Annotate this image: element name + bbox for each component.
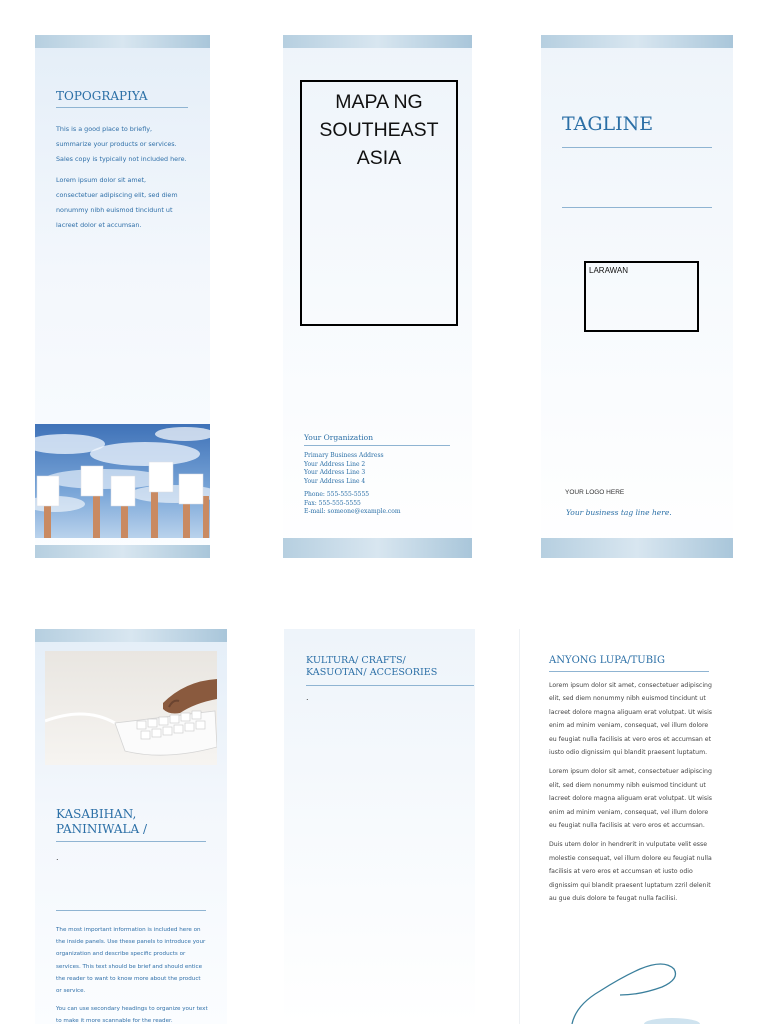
- address-line-2: Your Address Line 2: [304, 460, 366, 468]
- panel-top-band: [35, 629, 227, 642]
- map-label: MAPA NG SOUTHEAST ASIA: [319, 91, 439, 169]
- address-line-3: Your Address Line 3: [304, 469, 366, 476]
- kasabihan-body: [56, 924, 208, 1034]
- panel-bottom-band: [541, 538, 733, 558]
- kultura-heading-line-2: KASUOTAN/ ACCESORIES: [306, 666, 438, 678]
- kultura-rule: [306, 685, 474, 686]
- panel-tagline-cover: [541, 35, 733, 558]
- kasabihan-heading-line-1: KASABIHAN,: [56, 807, 137, 821]
- organization-rule: [304, 445, 450, 446]
- logo-placeholder: YOUR LOGO HERE: [565, 489, 625, 496]
- anyong-lupa-para-2: Lorem ipsum dolor sit amet, consectetuer adipiscing elit, sed diem nonummy nibh euismod tincidunt ut lacreet dolore magna aliguam erat volutpat. Ut wisis enim ad minim veniam, consequat, vel illum dolore eu feugiat nulla facilisis at vero eros et accumsan.: [549, 768, 713, 830]
- panel-map-organization: [283, 35, 472, 558]
- anyong-lupa-rule: [549, 671, 709, 672]
- anyong-lupa-para-1: Lorem ipsum dolor sit amet, consectetuer adipiscing elit, sed diem nonummy nibh euismod tincidunt ut lacreet dolore magna aliguam erat volutpat. Ut wisis enim ad minim veniam, consequat, vel illum dolore eu feugiat nulla facilisis at vero eros et accumsan et iusto odio dignissim qui blandit praesent luptatum.: [549, 682, 713, 757]
- organization-name: Your Organization: [304, 433, 374, 442]
- photo-placeholder-box: [584, 261, 699, 332]
- address-block: [304, 452, 401, 517]
- heading-rule: [56, 107, 188, 108]
- kasabihan-rule: [56, 841, 206, 842]
- decorative-swirl: [560, 955, 710, 1024]
- hands-holding-cards-photo: [35, 424, 210, 538]
- panel-anyong-lupa: [520, 629, 768, 1024]
- kultura-heading-line-1: KULTURA/ CRAFTS/: [306, 655, 406, 666]
- topograpiya-para-1: This is a good place to briefly, summarize your products or services. Sales copy is typically not included here.: [56, 125, 187, 163]
- anyong-lupa-heading: ANYONG LUPA/TUBIG: [549, 655, 665, 666]
- anyong-lupa-para-3: Duis utem dolor in hendrerit in vulputate velit esse molestie consequat, vel illum dolore eu feugiat nulla facilisis at vero eros et accumsan et iusto odio dignissim qui blandit praesent luptatum zzril delenit au gue duis dolore te feugat nulla facilisi.: [549, 841, 712, 903]
- kultura-heading: [306, 655, 437, 679]
- kasabihan-para-1: The most important information is included here on the inside panels. Use these panels to introduce your organization and describe specific products or services. This text should be brief and should entice the reader to want to know more about the product or service.: [56, 927, 206, 995]
- photo-label: LARAWAN: [589, 266, 628, 275]
- panel-bottom-band: [35, 545, 210, 558]
- address-line-1: Primary Business Address: [304, 452, 384, 459]
- phone-line: Phone: 555-555-5555: [304, 491, 370, 498]
- tagline-rule-1: [562, 147, 712, 148]
- map-placeholder-box: [300, 80, 458, 326]
- business-tag-line: Your business tag line here.: [566, 508, 672, 517]
- panel-kultura: [284, 629, 475, 1024]
- email-line: E-mail: someone@example.com: [304, 508, 401, 515]
- topograpiya-body: [56, 122, 188, 239]
- tagline-heading: TAGLINE: [562, 113, 654, 135]
- panel-top-band: [541, 35, 733, 48]
- kultura-dot: .: [306, 693, 309, 702]
- kasabihan-heading: [56, 807, 147, 837]
- panel-bottom-band: [283, 538, 472, 558]
- panel-kasabihan: [35, 629, 227, 1024]
- topograpiya-para-2: Lorem ipsum dolor sit amet, consectetuer adipiscing elit, sed diem nonummy nibh euismod tincidunt ut lacreet dolor et accumsan.: [56, 176, 178, 229]
- kasabihan-lower-rule: [56, 910, 206, 911]
- panel-top-band: [283, 35, 472, 48]
- panel-top-band: [35, 35, 210, 48]
- kasabihan-dot: .: [56, 853, 59, 862]
- keyboard-typing-photo: [45, 651, 217, 765]
- tagline-rule-2: [562, 207, 712, 208]
- topograpiya-heading: TOPOGRAPIYA: [56, 89, 148, 103]
- fax-line: Fax: 555-555-5555: [304, 499, 361, 507]
- anyong-lupa-body: [549, 679, 713, 912]
- address-line-4: Your Address Line 4: [304, 477, 366, 485]
- kasabihan-heading-line-2: PANINIWALA /: [56, 822, 148, 836]
- kasabihan-para-2: You can use secondary headings to organize your text to make it more scannable for the reader.: [56, 1006, 208, 1025]
- panel-topograpiya: [35, 35, 210, 558]
